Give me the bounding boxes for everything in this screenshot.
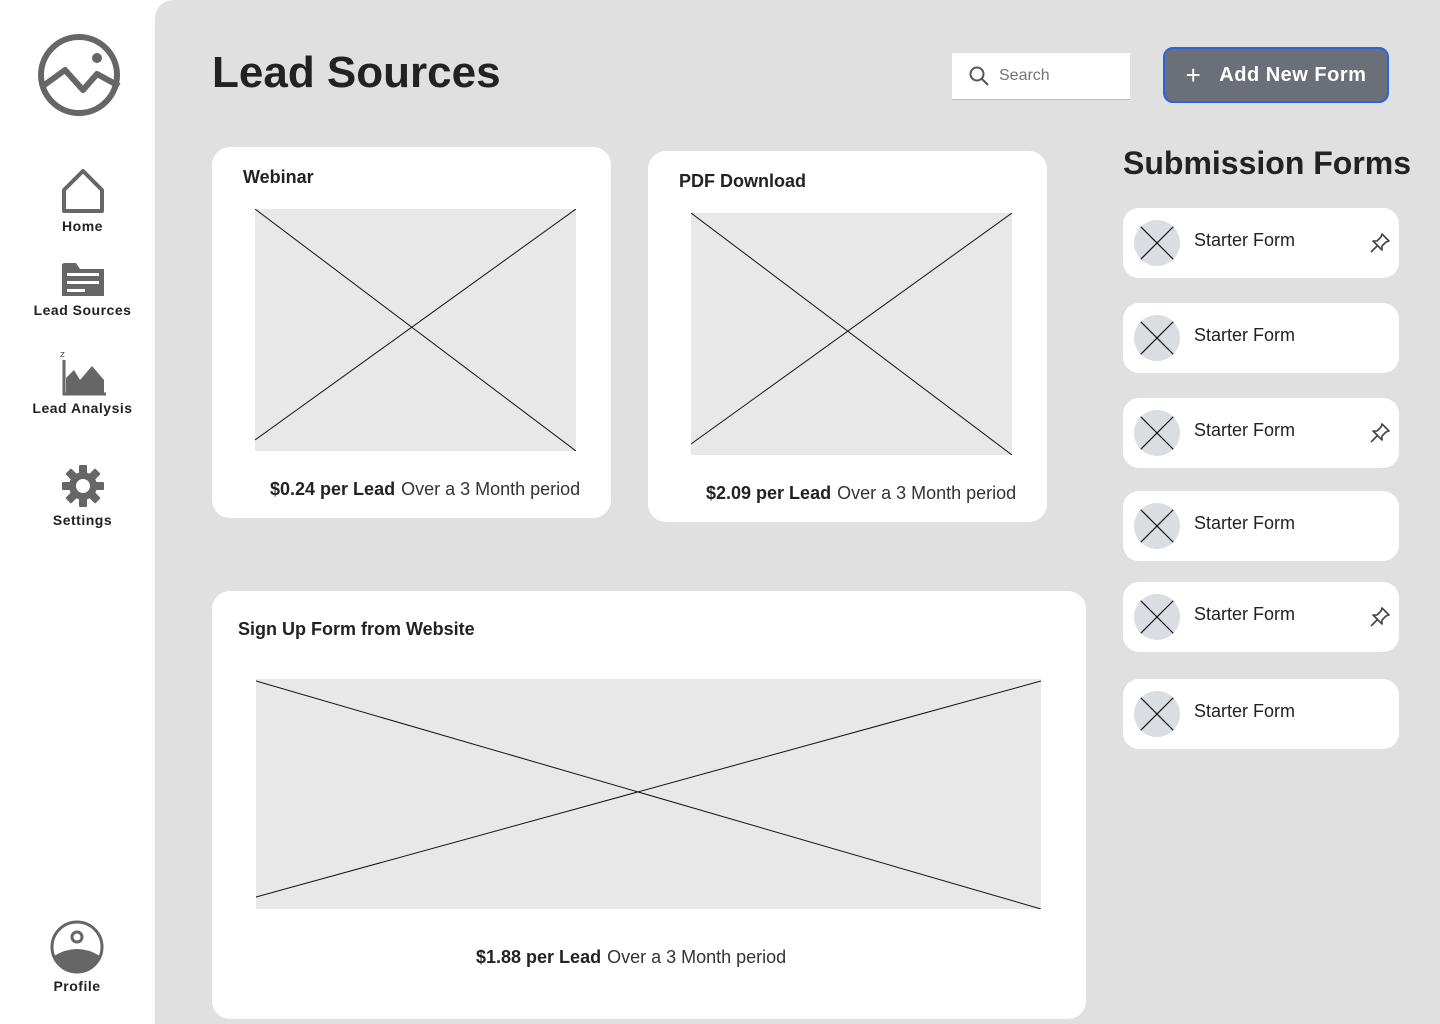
card-title: Sign Up Form from Website xyxy=(238,619,475,639)
form-name: Starter Form xyxy=(1194,230,1296,250)
form-thumbnail-placeholder xyxy=(1134,315,1180,361)
user-icon xyxy=(49,920,105,974)
gear-icon xyxy=(61,464,105,508)
sidebar-item-home[interactable] xyxy=(0,168,165,234)
lead-source-card-sign-up-form[interactable] xyxy=(212,591,1086,1019)
home-icon xyxy=(60,168,106,214)
submission-form-item[interactable] xyxy=(1123,582,1399,652)
price-value: $1.88 per Lead xyxy=(476,947,602,967)
image-placeholder xyxy=(256,679,1041,909)
sidebar-item-label: Settings xyxy=(52,512,113,528)
submission-forms-title: Submission Forms xyxy=(1123,145,1412,181)
pin-icon[interactable] xyxy=(1369,606,1391,628)
sidebar-item-label: Lead Analysis xyxy=(32,400,133,416)
submission-form-item[interactable] xyxy=(1123,491,1399,561)
image-placeholder xyxy=(691,213,1012,455)
search-icon xyxy=(969,66,989,86)
form-thumbnail-placeholder xyxy=(1134,220,1180,266)
image-placeholder-icon[interactable] xyxy=(37,34,123,116)
sidebar-item-lead-analysis[interactable] xyxy=(0,348,165,416)
add-new-form-label: Add New Form xyxy=(1219,63,1367,86)
price-period: Over a 3 Month period xyxy=(607,947,787,967)
image-placeholder xyxy=(255,209,576,451)
area-chart-icon xyxy=(58,348,108,396)
form-thumbnail-placeholder xyxy=(1134,503,1180,549)
sidebar-item-label: Profile xyxy=(53,978,101,994)
svg-text:z: z xyxy=(59,350,65,360)
add-new-form-button[interactable] xyxy=(1163,47,1389,103)
sidebar-item-label: Lead Sources xyxy=(33,302,132,318)
price-value: $2.09 per Lead xyxy=(706,483,832,503)
sidebar-item-profile[interactable] xyxy=(0,920,162,994)
form-name: Starter Form xyxy=(1194,701,1296,721)
form-name: Starter Form xyxy=(1194,604,1296,624)
search-box[interactable] xyxy=(952,53,1130,100)
card-title: PDF Download xyxy=(679,171,806,191)
submission-form-item[interactable] xyxy=(1123,208,1399,278)
lead-source-card-pdf-download[interactable] xyxy=(648,151,1047,522)
price-period: Over a 3 Month period xyxy=(837,483,1017,503)
sidebar-item-lead-sources[interactable] xyxy=(0,260,165,318)
cost-per-lead xyxy=(476,947,786,968)
form-thumbnail-placeholder xyxy=(1134,410,1180,456)
card-title: Webinar xyxy=(243,167,314,187)
page-title: Lead Sources xyxy=(212,48,501,97)
sidebar-item-label: Home xyxy=(62,218,103,234)
sidebar xyxy=(0,0,155,1024)
folder-icon xyxy=(60,260,106,298)
form-name: Starter Form xyxy=(1194,513,1296,533)
submission-form-item[interactable] xyxy=(1123,398,1399,468)
form-name: Starter Form xyxy=(1194,420,1296,440)
cost-per-lead xyxy=(270,479,580,500)
lead-source-card-webinar[interactable] xyxy=(212,147,611,518)
price-period: Over a 3 Month period xyxy=(401,479,581,499)
sidebar-item-settings[interactable] xyxy=(0,464,165,528)
form-name: Starter Form xyxy=(1194,325,1296,345)
submission-form-item[interactable] xyxy=(1123,303,1399,373)
plus-icon: + xyxy=(1185,59,1202,90)
pin-icon[interactable] xyxy=(1369,422,1391,444)
form-thumbnail-placeholder xyxy=(1134,691,1180,737)
pin-icon[interactable] xyxy=(1369,232,1391,254)
cost-per-lead xyxy=(706,483,1016,504)
form-thumbnail-placeholder xyxy=(1134,594,1180,640)
search-input[interactable] xyxy=(999,67,1119,85)
submission-form-item[interactable] xyxy=(1123,679,1399,749)
price-value: $0.24 per Lead xyxy=(270,479,396,499)
